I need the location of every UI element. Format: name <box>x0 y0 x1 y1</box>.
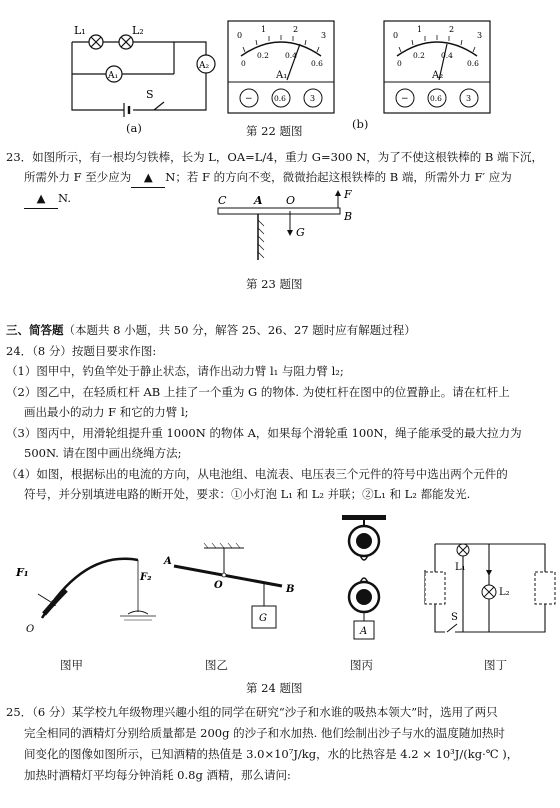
ammeter-a2-top-1: 1 <box>417 25 423 34</box>
circuit-a-label-S: S <box>146 88 154 101</box>
ammeter-a1-top-2: 2 <box>293 25 299 34</box>
fig-yi-label-B: B <box>286 584 295 595</box>
ammeter-a1-terminal-3: 3 <box>310 94 316 103</box>
fig-jia-caption: 图甲 <box>60 658 83 672</box>
q25-line4: 加热时酒精灯平均每分钟消耗 0.8g 酒精，那么请问: <box>24 768 291 782</box>
ammeter-a2-bot-0: 0 <box>397 59 402 68</box>
ammeter-a1-bot-1: 0.2 <box>257 51 269 60</box>
fig-bing-pulley <box>330 515 400 650</box>
q23-label-F: F <box>344 188 352 201</box>
q22-caption: 第 22 题图 <box>246 124 303 138</box>
ammeter-a1-top-1: 1 <box>261 25 267 34</box>
fig-yi-label-O: O <box>214 580 223 591</box>
ammeter-a2-bot-3: 0.6 <box>467 59 479 68</box>
q23-line1: 23．如图所示，有一根均匀铁棒，长为 L，OA=L/4，重力 G=300 N，为了不使这根铁棒的 B 端下沉， <box>6 150 544 164</box>
ammeter-a1-top-0: 0 <box>237 31 243 40</box>
fig-yi-label-G: G <box>259 613 267 624</box>
circuit-a-label-L1: L₁ <box>74 24 86 37</box>
fig-jia-label-F2: F₂ <box>140 572 152 583</box>
q23-blank1: ▲ <box>131 168 165 188</box>
ammeter-a1-bot-2: 0.4 <box>285 51 297 60</box>
ammeter-a2-bot-1: 0.2 <box>413 51 425 60</box>
circuit-a-label-L2: L₂ <box>132 24 144 37</box>
fig-bing-caption: 图丙 <box>350 658 373 672</box>
q23-line3-text: N. <box>58 191 71 205</box>
q23-line3 <box>24 189 71 209</box>
circuit-a-caption: (a) <box>126 121 142 135</box>
section3-heading <box>6 321 416 340</box>
circuit-a-diagram <box>64 22 214 122</box>
section3-note: （本题共 8 小题，共 50 分，解答 25、26、27 题时应有解题过程） <box>63 323 416 337</box>
ammeter-a1-bot-0: 0 <box>241 59 246 68</box>
fig-yi-lever <box>164 548 304 648</box>
q23-lever-diagram <box>218 190 358 270</box>
q24-part1: （1）图甲中，钓鱼竿处于静止状态，请作出动力臂 l₁ 与阻力臂 l₂; <box>6 364 344 378</box>
fig-jia-label-F1: F₁ <box>16 566 29 579</box>
ammeter-a1-terminal-neg: − <box>245 94 253 104</box>
section3-title: 三、简答题 <box>6 323 64 337</box>
ammeter-a2-top-3: 3 <box>477 31 483 40</box>
ammeter-a1-diagram <box>227 20 337 116</box>
ammeter-a2-diagram <box>383 20 493 116</box>
q24-part4-line1: （4）如图，根据标出的电流的方向，从电池组、电流表、电压表三个元件的符号中选出两个元件的 <box>6 467 508 481</box>
ammeter-a2-label: A₂ <box>432 70 444 81</box>
fig-ding-circuit <box>425 540 555 640</box>
ammeter-a1-terminal-06: 0.6 <box>274 94 286 103</box>
fig-yi-caption: 图乙 <box>205 658 228 672</box>
fig-ding-label-L2: L₂ <box>499 587 510 598</box>
q23-line2-a: 所需外力 F 至少应为 <box>24 170 132 184</box>
q25-line3: 间变化的图像如图所示，已知酒精的热值是 3.0×10⁷J/kg，水的比热容是 4.2 × 10³J/(kg·℃ )， <box>24 747 519 761</box>
ammeter-a2-top-2: 2 <box>449 25 455 34</box>
q24-head: 24．（8 分）按题目要求作图: <box>6 344 157 358</box>
circuit-a-label-A1: A₁ <box>108 71 119 81</box>
q24-part2-line2: 画出最小的动力 F 和它的力臂 l; <box>24 405 189 419</box>
q23-line2-b: N；若 F 的方向不变，微微抬起这根铁棒的 B 端，所需外力 F′ 应为 <box>165 170 512 184</box>
q25-line1: 25．（6 分）某学校九年级物理兴趣小组的同学在研究“沙子和水谁的吸热本领大”时，选用了两只 <box>6 705 498 719</box>
q24-part2-line1: （2）图乙中，在轻质杠杆 AB 上挂了一个重为 G 的物体. 为使杠杆在图中的位置静止。请在杠杆上 <box>6 385 510 399</box>
q23-label-B: B <box>344 210 353 223</box>
q23-label-O: O <box>286 194 296 207</box>
q24-caption: 第 24 题图 <box>246 681 303 695</box>
q23-line2 <box>24 168 512 188</box>
q23-blank2: ▲ <box>24 189 58 209</box>
fig-bing-label-A: A <box>360 626 368 637</box>
q25-line2: 完全相同的酒精灯分别给质量都是 200g 的沙子和水加热. 他们绘制出沙子与水的温度随加热时 <box>24 726 505 740</box>
ammeter-a1-label: A₁ <box>276 70 288 81</box>
fig-ding-label-L1: L₁ <box>455 562 466 573</box>
ammeter-a2-terminal-neg: − <box>401 94 409 104</box>
ammeter-a1-bot-3: 0.6 <box>311 59 323 68</box>
ammeter-a2-terminal-06: 0.6 <box>430 94 442 103</box>
fig-ding-caption: 图丁 <box>484 658 507 672</box>
meter-b-label: (b) <box>352 117 369 131</box>
q23-label-C: C <box>218 194 227 207</box>
ammeter-a2-top-0: 0 <box>393 31 399 40</box>
fig-jia-fishing-rod <box>14 540 164 640</box>
q24-part3-line1: （3）图丙中，用滑轮组提升重 1000N 的物体 A，如果每个滑轮重 100N，绳子能承受的最大拉力为 <box>6 426 522 440</box>
q24-part3-line2: 500N. 请在图中画出绕绳方法; <box>24 446 182 460</box>
circuit-a-label-A2: A₂ <box>199 61 210 71</box>
q24-part4-line2: 符号，并分别填进电路的断开处，要求：①小灯泡 L₁ 和 L₂ 并联；②L₁ 和 L₂ 都能发光. <box>24 487 471 501</box>
fig-jia-label-O: O <box>26 624 35 635</box>
ammeter-a1-top-3: 3 <box>321 31 327 40</box>
fig-yi-label-A: A <box>164 556 172 567</box>
ammeter-a2-bot-2: 0.4 <box>441 51 453 60</box>
ammeter-a2-terminal-3: 3 <box>466 94 472 103</box>
q23-label-G: G <box>296 226 305 239</box>
fig-ding-label-S: S <box>451 612 458 623</box>
q23-caption: 第 23 题图 <box>246 277 303 291</box>
q23-label-A: A <box>254 194 263 207</box>
